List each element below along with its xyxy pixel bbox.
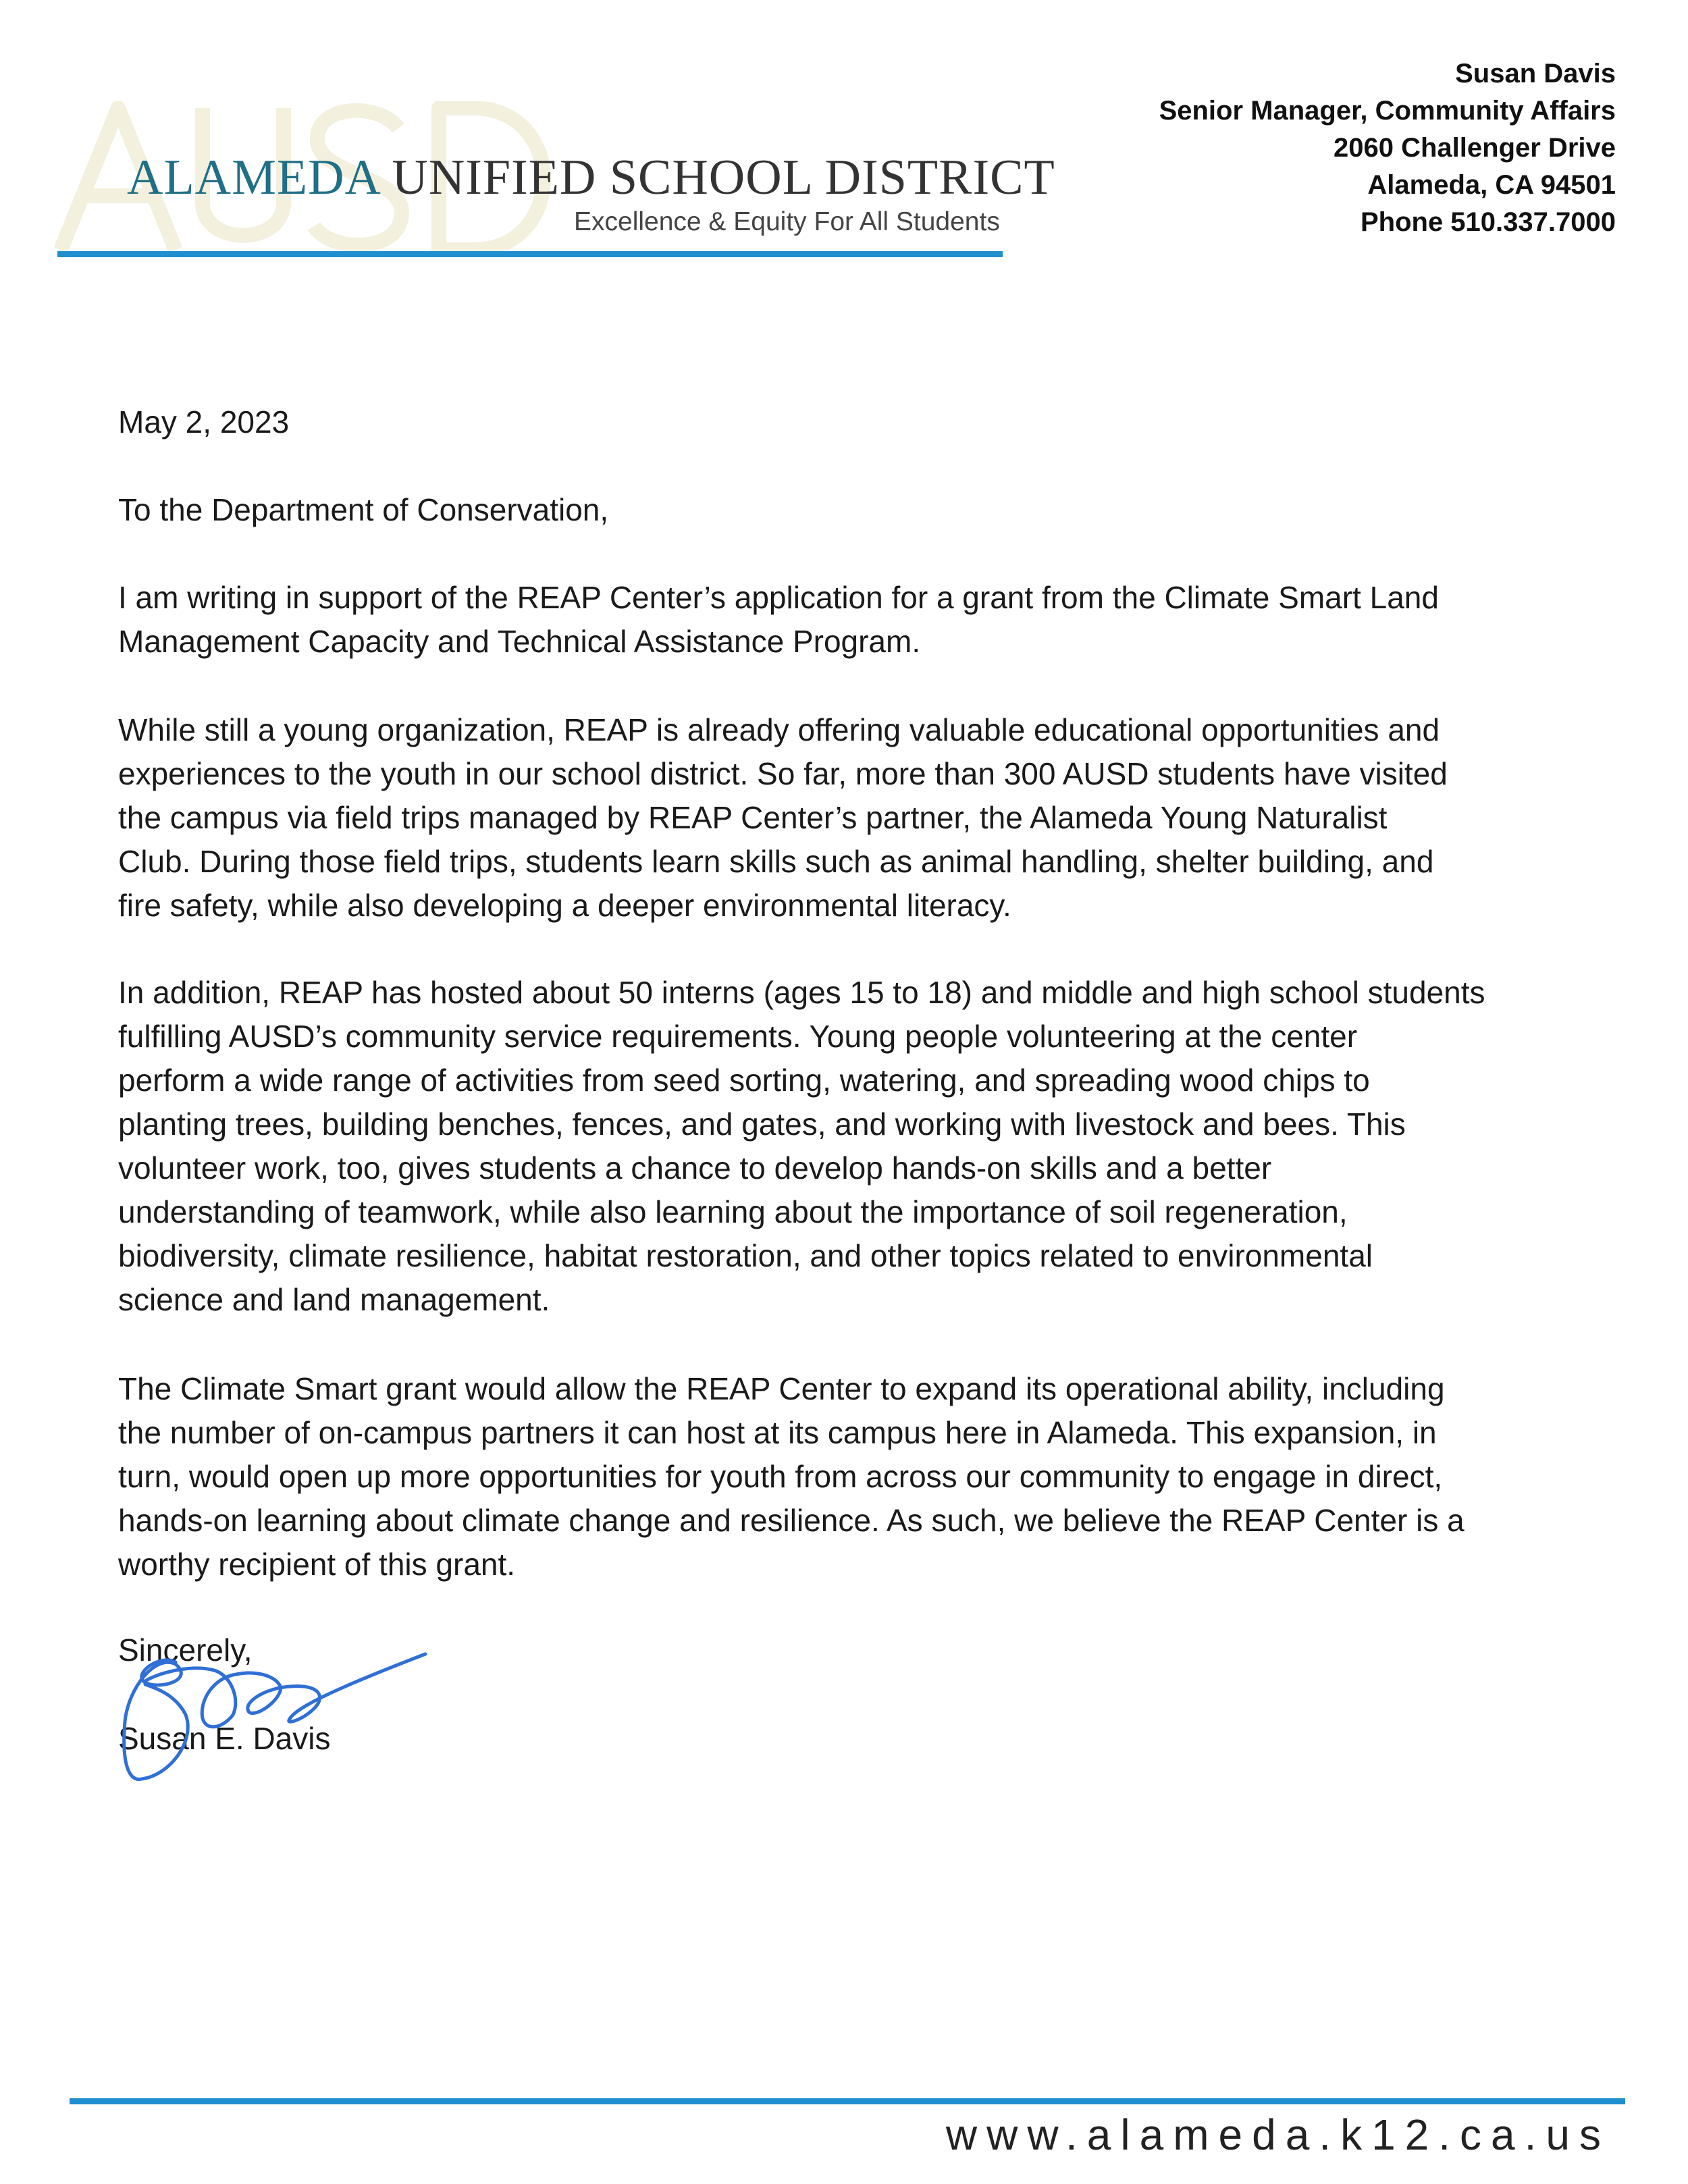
- text-line: While still a young organization, REAP is already offering valuable educational opportunities and: [118, 712, 1440, 747]
- letter-date: May 2, 2023: [118, 404, 290, 440]
- text-line: the campus via field trips managed by REAP Center’s partner, the Alameda Young Naturalist: [118, 800, 1388, 835]
- district-logo-name: [127, 150, 1055, 205]
- text-line: I am writing in support of the REAP Center’s application for a grant from the Climate Smart Land: [118, 580, 1439, 615]
- sender-title: Senior Manager, Community Affairs: [1159, 96, 1616, 126]
- text-line: volunteer work, too, gives students a chance to develop hands-on skills and a better: [118, 1150, 1272, 1186]
- text-line: biodiversity, climate resilience, habitat restoration, and other topics related to environmental: [118, 1238, 1373, 1273]
- text-line: Management Capacity and Technical Assistance Program.: [118, 624, 921, 659]
- logo-name-part1: ALAMEDA: [127, 150, 379, 205]
- letter-salutation: To the Department of Conservation,: [118, 492, 609, 527]
- sender-name: Susan Davis: [1455, 59, 1616, 88]
- text-line: hands-on learning about climate change and resilience. As such, we believe the REAP Center is a: [118, 1503, 1465, 1538]
- text-line: the number of on-campus partners it can host at its campus here in Alameda. This expansion, in: [118, 1415, 1437, 1450]
- text-line: fire safety, while also developing a deeper environmental literacy.: [118, 888, 1011, 923]
- sender-contact-block: [1159, 55, 1616, 241]
- text-line: turn, would open up more opportunities for youth from across our community to engage in direct,: [118, 1459, 1443, 1494]
- text-line: experiences to the youth in our school district. So far, more than 300 AUSD students have visited: [118, 756, 1448, 791]
- text-line: In addition, REAP has hosted about 50 interns (ages 15 to 18) and middle and high school students: [118, 975, 1485, 1010]
- footer-rule: [70, 2098, 1625, 2104]
- text-line: science and land management.: [118, 1282, 550, 1317]
- signatory-name: Susan E. Davis: [118, 1721, 331, 1756]
- sender-city: Alameda, CA 94501: [1367, 170, 1616, 200]
- text-line: The Climate Smart grant would allow the REAP Center to expand its operational ability, including: [118, 1371, 1445, 1406]
- sender-street: 2060 Challenger Drive: [1334, 133, 1616, 163]
- paragraph-4: [118, 1367, 1465, 1587]
- letter-closing: Sincerely,: [118, 1632, 253, 1668]
- logo-name-part2: UNIFIED SCHOOL DISTRICT: [392, 150, 1055, 205]
- text-line: fulfilling AUSD’s community service requirements. Young people volunteering at the center: [118, 1019, 1358, 1054]
- text-line: worthy recipient of this grant.: [118, 1547, 516, 1582]
- handwritten-signature: [101, 1607, 540, 1809]
- text-line: understanding of teamwork, while also learning about the importance of soil regeneration,: [118, 1194, 1348, 1229]
- paragraph-2: [118, 708, 1448, 928]
- district-website-url: www.alameda.k12.ca.us: [945, 2110, 1610, 2159]
- text-line: perform a wide range of activities from seed sorting, watering, and spreading wood chips to: [118, 1063, 1370, 1098]
- paragraph-3: [118, 971, 1485, 1322]
- paragraph-1: [118, 576, 1439, 664]
- district-tagline: Excellence & Equity For All Students: [574, 207, 1000, 236]
- text-line: planting trees, building benches, fences, and gates, and working with livestock and bees. This: [118, 1107, 1406, 1142]
- header-rule: [57, 251, 1003, 257]
- text-line: Club. During those field trips, students learn skills such as animal handling, shelter building, and: [118, 844, 1434, 879]
- sender-phone: Phone 510.337.7000: [1360, 207, 1616, 237]
